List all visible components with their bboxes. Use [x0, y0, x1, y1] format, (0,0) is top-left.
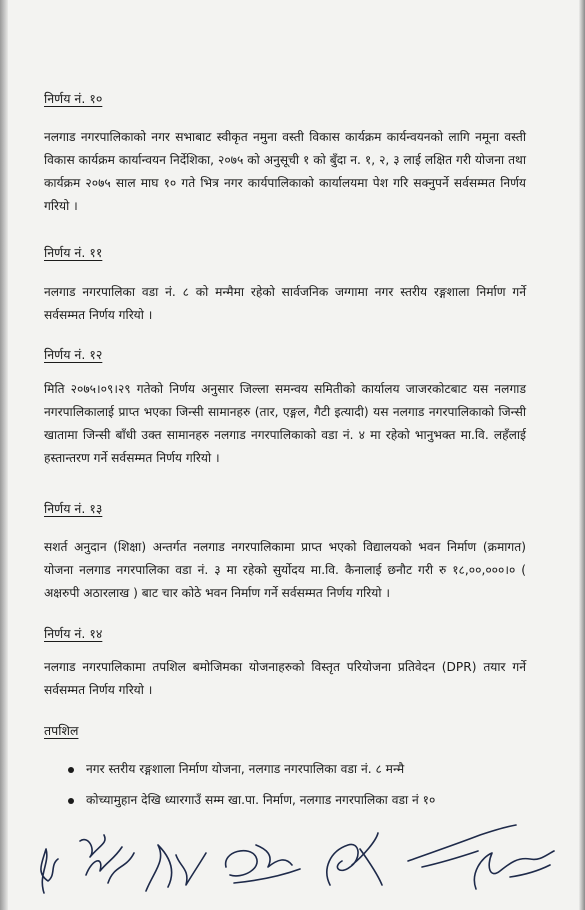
decision-12-text: मिति २०७५।०९।२९ गतेको निर्णय अनुसार जिल्ला समन्वय समितीको कार्यालय जाजरकोटबाट यस नलगाड नगरपालिकालाई प्राप्त भएका जिन्सी सामानहरु (तार, एङ्गल, गैटी इत्यादी) यस नलगाड नगरपालिकाको जिन्सी खातामा जिन्सी बाँधी उक्त सामानहरु नलगाड नगरपालिकाको वडा नं. ४ मा रहेको भानुभक्त मा.वि. लहँलाई हस्तान्तरण गर्ने सर्वसम्मत निर्णय गरियो ।: [44, 382, 526, 465]
bullet-icon: [68, 767, 74, 773]
decision-13-text: सशर्त अनुदान (शिक्षा) अन्तर्गत नलगाड नगरपालिकामा प्राप्त भएको विद्यालयको भवन निर्माण (क्रमागत) योजना नलगाड नगरपालिका वडा नं. ३ मा रहेको सुर्योदय मा.वि. कैनालाई छनौट गरी रु १८,००,०००।० ( अक्षरुपी अठारलाख ) बाट चार कोठे भवन निर्माण गर्ने सर्वसम्मत निर्णय गरियो ।: [44, 540, 526, 600]
decision-13-heading: निर्णय नं. १३: [44, 501, 103, 516]
decision-11-heading: निर्णय नं. ११: [44, 245, 103, 260]
signature-5: [327, 833, 382, 885]
decision-10-text: नलगाड नगरपालिकाको नगर सभाबाट स्वीकृत नमुना वस्ती विकास कार्यक्रम कार्यन्वयनको लागि नमूना वस्ती विकास कार्यक्रम कार्यान्वयन निर्देशिका, २०७५ को अनुसूची १ को बुँदा न. १, २, ३ लाई लक्षित गरी योजना तथा कार्यक्रम २०७५ साल माघ १० गते भित्र नगर कार्यपालिकाको कार्यालयमा पेश गरि सक्नुपर्ने सर्वसम्मत निर्णय गरियो ।: [44, 130, 526, 213]
signature-1: [41, 849, 58, 893]
signature-7: [474, 851, 554, 889]
signature-6: [408, 825, 516, 867]
schedule-item: [68, 760, 404, 777]
signatures: [30, 805, 570, 905]
schedule-item-text: कोच्यामुहान देखि ध्यारगाउँ सम्म खा.पा. निर्माण, नलगाड नगरपालिका वडा नं १०: [86, 793, 436, 807]
decision-12-heading: निर्णय नं. १२: [44, 347, 103, 362]
decision-11-text: नलगाड नगरपालिका वडा नं. ८ को मन्मैमा रहेको सार्वजनिक जग्गामा नगर स्तरीय रङ्गशाला निर्माण गर्ने सर्वसम्मत निर्णय गरियो ।: [44, 285, 526, 322]
bullet-icon: [68, 798, 74, 804]
signature-2: [80, 835, 134, 883]
decision-14-text: नलगाड नगरपालिकामा तपशिल बमोजिमका योजनाहरुको विस्तृत परियोजना प्रतिवेदन (DPR) तयार गर्ने सर्वसम्मत निर्णय गरियो ।: [44, 660, 526, 697]
schedule-item-text: नगर स्तरीय रङ्गशाला निर्माण योजना, नलगाड नगरपालिका वडा नं. ८ मन्मै: [86, 762, 405, 776]
signature-3: [146, 845, 206, 891]
decision-10-heading: निर्णय नं. १०: [44, 91, 103, 106]
decision-14-heading: निर्णय नं. १४: [44, 626, 103, 641]
scan-edge-left: [0, 0, 8, 910]
signature-4: [226, 845, 300, 883]
schedule-heading: तपशिल: [44, 723, 79, 738]
scan-edge-right: [579, 0, 585, 910]
